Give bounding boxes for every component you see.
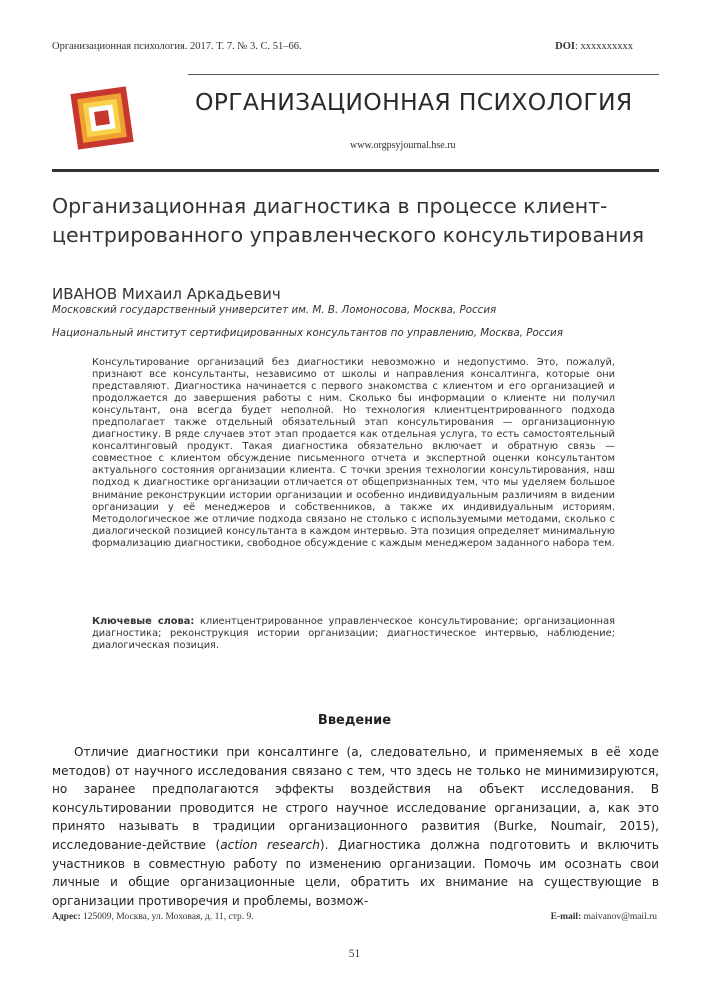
running-header-doi	[555, 41, 633, 52]
keywords-text: клиентцентрированное управленческое консультирование; организационная диагностика; реконструкция истории организации; диагностическое интервью, наблюдение; диалогическая позиция.	[92, 616, 615, 652]
journal-logo-icon	[70, 86, 134, 150]
email-value[interactable]: maivanov@mail.ru	[581, 912, 657, 922]
footer-address	[52, 912, 254, 922]
running-header-citation: Организационная психология. 2017. Т. 7. № 3. С. 51–66.	[52, 41, 302, 52]
body-text-part2: ). Диагностика должна подготовить и включить участников в совместную работу по изменению организации. Помочь им осознать свои личные и общие организационные цели, обратить их внимание на существующие в организации противоречия и проблемы, возмож-	[52, 837, 660, 908]
body-text-part1: Отличие диагностики при консалтинге (а, следовательно, и применяемых в её ходе методов) от научного исследования связано с тем, что здесь не только не минимизируются, но заранее предполагаются эффекты воздействия на объект исследования. В консультировании проводится не строго научное исследование организации, а, как это принято называть в традиции организационного развития (Burke, Noumair, 2015), исследование-действие (	[52, 745, 659, 852]
article-title: Организационная диагностика в процессе клиент-центрированного управленческого консультирования	[52, 194, 645, 247]
email-label: E-mail:	[550, 912, 582, 922]
address-label: Адрес:	[52, 912, 81, 922]
address-value: 125009, Москва, ул. Моховая, д. 11, стр. 9.	[80, 912, 254, 922]
section-heading-introduction: Введение	[317, 713, 392, 728]
page-number: 51	[348, 948, 361, 960]
header-divider	[188, 74, 659, 75]
journal-title: ОРГАНИЗАЦИОННАЯ ПСИХОЛОГИЯ	[195, 88, 633, 116]
body-paragraph	[52, 743, 659, 910]
doi-value: : xxxxxxxxxx	[574, 41, 633, 52]
keywords-block	[92, 616, 615, 652]
author-name: ИВАНОВ Михаил Аркадьевич	[52, 285, 281, 303]
abstract-text: Консультирование организаций без диагностики невозможно и недопустимо. Это, пожалуй, признают все консультанты, независимо от школы и направления консалтинга, которые они представляют. Диагностика начинается с первого знакомства с клиентом и его организацией и продолжается до завершения работы с ним. Сколько бы информации о клиенте ни получил консультант, она всегда будет неполной. Но технология клиентцентрированного подхода предполагает также отдельный обязательный этап консультирования — организационную диагностику. В ряде случаев этот этап продается как отдельная услуга, то есть самостоятельный консалтинговый продукт. Такая диагностика обязательно включает и обратную связь — совместное с клиентом обсуждение письменного отчета и экспертной оценки консультантом актуального состояния организации клиента. С точки зрения технологии консультирования, наш подход к диагностике организации отличается от общепризнанных тем, что мы уделяем большое внимание реконструкции истории организации и особенно индивидуальным различиям в видении организации у её менеджеров и собственников, а также их индивидуальным историям. Методологическое же отличие подхода связано не столько с используемыми методами, сколько с диалогической позицией консультанта в каждом интервью. Эта позиция определяет минимальную формализацию диагностики, свободное обсуждение с каждым менеджером заданного набора тем.	[92, 357, 615, 549]
masthead-divider	[52, 169, 659, 172]
doi-label: DOI	[555, 41, 575, 52]
footer-email	[551, 912, 657, 922]
affiliation-2: Национальный институт сертифицированных консультантов по управлению, Москва, Россия	[52, 327, 563, 339]
journal-url-link[interactable]: www.orgpsyjournal.hse.ru	[350, 140, 456, 151]
affiliation-1: Московский государственный университет им. М. В. Ломоносова, Москва, Россия	[52, 304, 497, 316]
keywords-label: Ключевые слова:	[92, 616, 195, 627]
body-text-emphasis: action research	[220, 837, 320, 852]
